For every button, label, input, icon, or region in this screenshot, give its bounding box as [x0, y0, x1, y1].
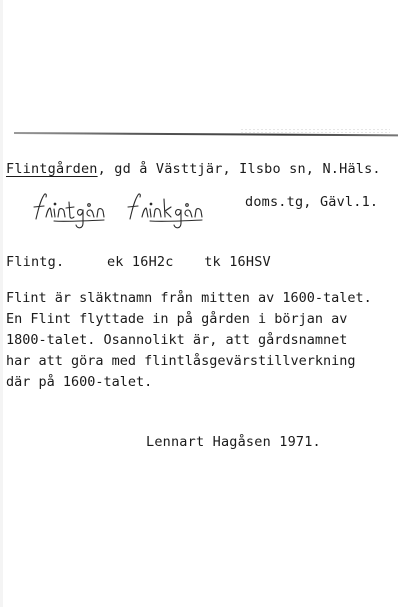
handwriting-drawing: [30, 189, 250, 237]
body-line: där på 1600-talet.: [6, 374, 153, 390]
card-edge: [0, 0, 3, 607]
header-line: [6, 163, 381, 177]
short-form: Flintg.: [6, 254, 65, 270]
scan-speckle: [240, 128, 390, 134]
topographic-map-ref: tk 16HSV: [204, 254, 271, 270]
author-signature: Lennart Hagåsen 1971.: [146, 434, 321, 450]
location-continuation: doms.tg, Gävl.1.: [245, 194, 379, 210]
handwritten-pronunciation: [30, 189, 250, 237]
body-line: En Flint flyttade in på gården i början av: [6, 311, 348, 327]
map-reference-line: [6, 256, 271, 270]
place-description: , gd å Västtjär, Ilsbo sn, N.Häls.: [97, 161, 381, 177]
place-name: Flintgården: [6, 161, 98, 177]
body-line: 1800-talet. Osannolikt är, att gårdsnamnet: [6, 332, 348, 348]
economic-map-ref: ek 16H2c: [106, 254, 174, 270]
body-line: Flint är släktnamn från mitten av 1600-talet.: [6, 290, 372, 306]
explanation-paragraph: [6, 288, 372, 393]
body-line: har att göra med flintlåsgevärstillverkning: [6, 353, 356, 369]
